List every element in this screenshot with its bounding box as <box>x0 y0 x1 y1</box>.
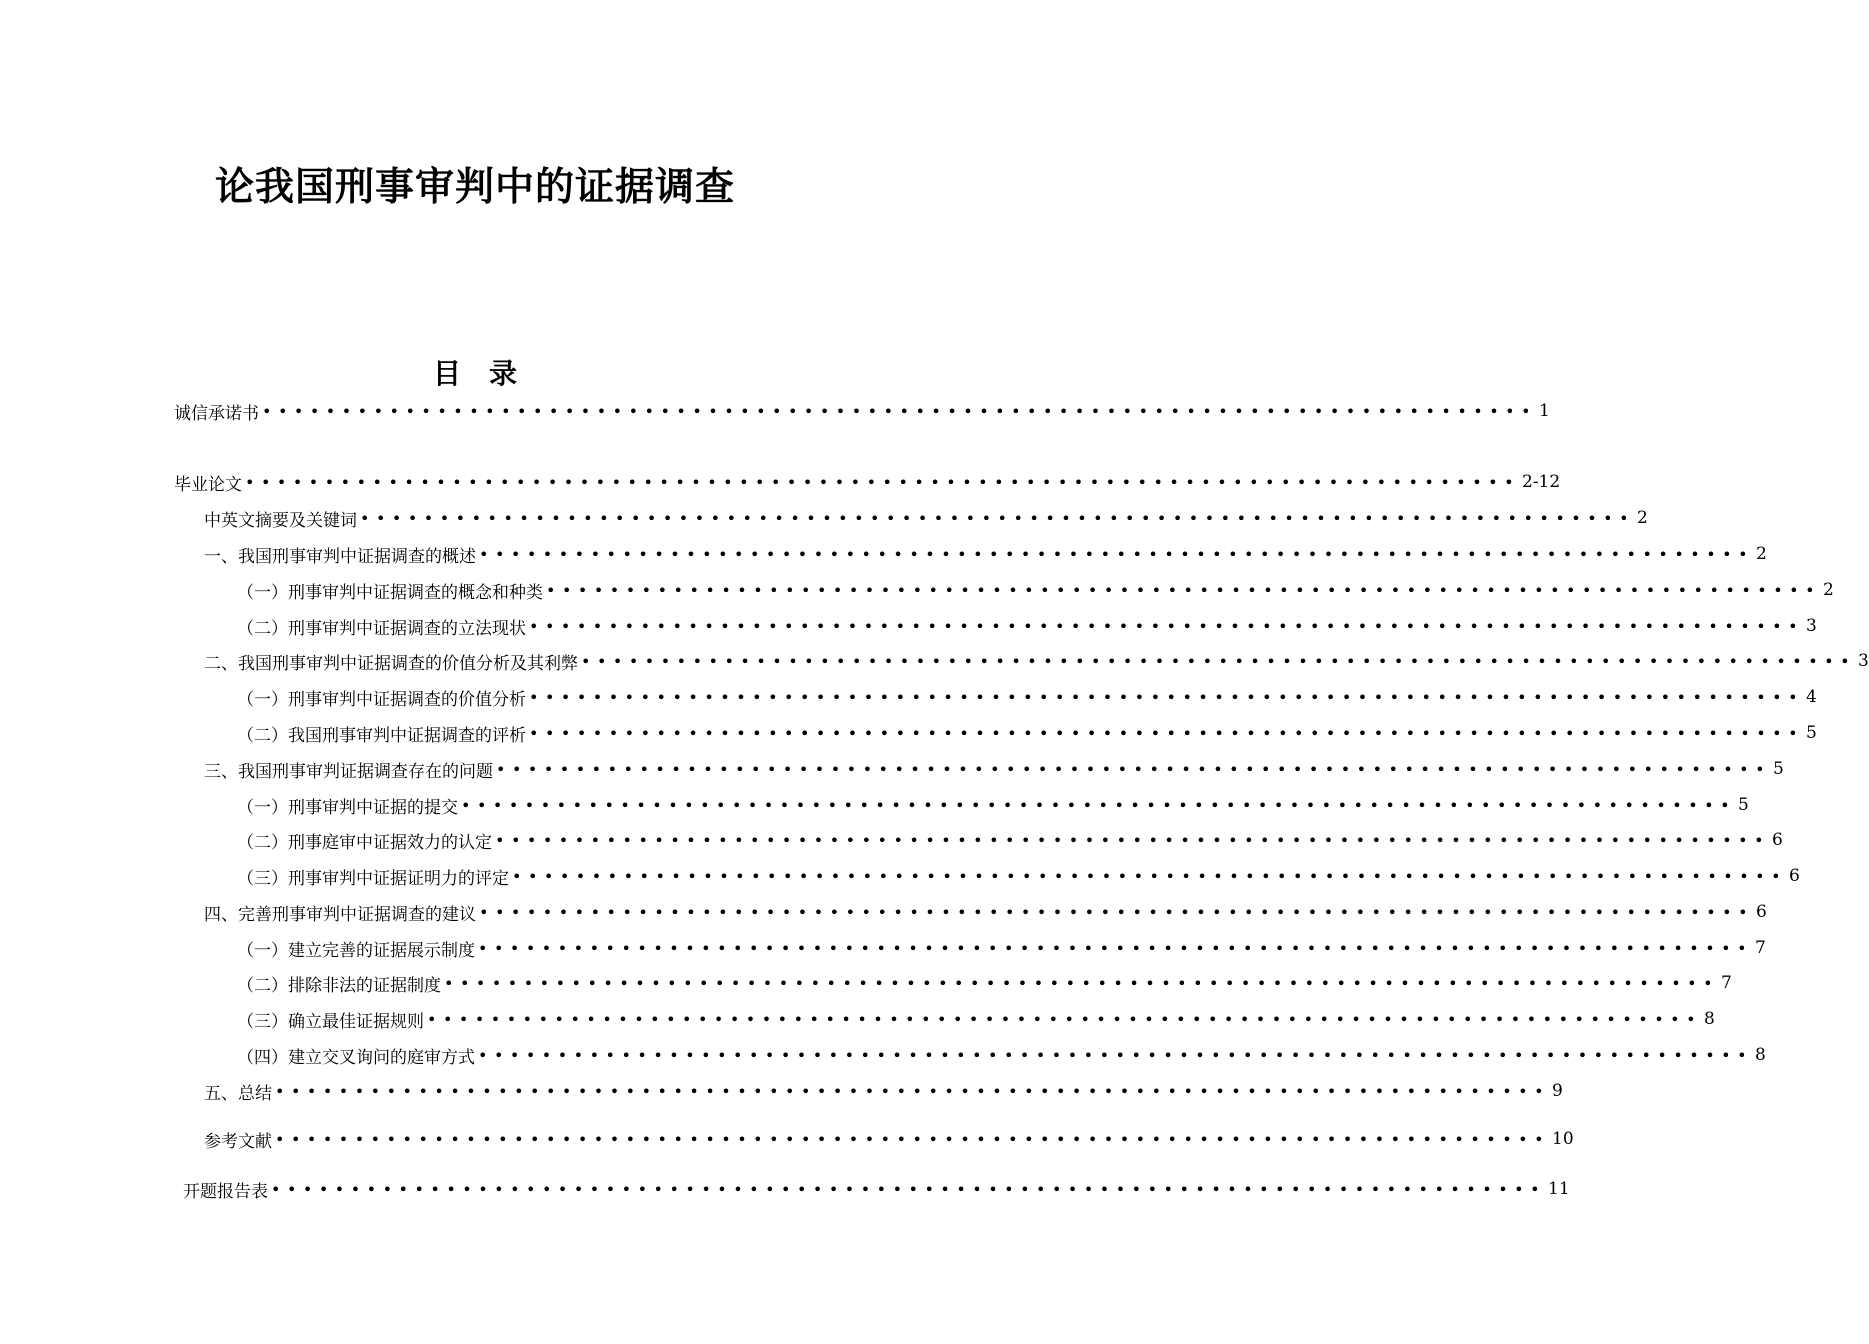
toc-entry-page: 2 <box>1823 580 1834 600</box>
dot-leader: •••••••••••••••••••••••••••••••••••••••••••••••••••••••••••••••••••••••••••••••• <box>262 401 1537 421</box>
toc-entry[interactable] <box>237 935 1766 961</box>
toc-entry[interactable] <box>174 398 1550 424</box>
toc-entry-label: 开题报告表 <box>183 1181 268 1202</box>
toc-entry[interactable] <box>237 863 1800 889</box>
toc-entry-page: 5 <box>1738 795 1749 815</box>
toc-entry-label: 四、完善刑事审判中证据调查的建议 <box>204 904 476 925</box>
toc-entry-label: 二、我国刑事审判中证据调查的价值分析及其利弊 <box>204 653 578 674</box>
toc-entry-page: 6 <box>1772 830 1783 850</box>
toc-entry-page: 3 <box>1858 651 1869 671</box>
dot-leader: •••••••••••••••••••••••••••••••••••••••••••••••••••••••••••••••••••••••••••••••• <box>427 1009 1702 1029</box>
toc-entry-page: 2-12 <box>1522 472 1561 492</box>
toc-entry[interactable] <box>204 505 1648 531</box>
dot-leader: •••••••••••••••••••••••••••••••••••••••••••••••••••••••••••••••••••••••••••••••• <box>271 1179 1546 1199</box>
toc-entry[interactable] <box>237 613 1817 639</box>
toc-entry-label: （二）排除非法的证据制度 <box>237 975 441 996</box>
dot-leader: •••••••••••••••••••••••••••••••••••••••••••••••••••••••••••••••••••••••••••••••• <box>478 1045 1753 1065</box>
toc-entry[interactable] <box>237 792 1749 818</box>
toc-entry-label: （四）建立交叉询问的庭审方式 <box>237 1047 475 1068</box>
toc-entry-page: 2 <box>1637 508 1648 528</box>
toc-entry-page: 10 <box>1552 1129 1574 1149</box>
toc-entry[interactable] <box>237 720 1817 746</box>
toc-entry[interactable] <box>183 1176 1570 1202</box>
toc-entry-label: （二）刑事审判中证据调查的立法现状 <box>237 618 526 639</box>
toc-heading <box>0 356 950 392</box>
dot-leader: •••••••••••••••••••••••••••••••••••••••••••••••••••••••••••••••••••••••••••••••• <box>479 902 1754 922</box>
toc-entry-page: 1 <box>1539 401 1550 421</box>
dot-leader: •••••••••••••••••••••••••••••••••••••••••••••••••••••••••••••••••••••••••••••••• <box>444 973 1719 993</box>
dot-leader: •••••••••••••••••••••••••••••••••••••••••••••••••••••••••••••••••••••••••••••••• <box>581 651 1856 671</box>
toc-entry[interactable] <box>204 899 1767 925</box>
dot-leader: •••••••••••••••••••••••••••••••••••••••••••••••••••••••••••••••••••••••••••••••• <box>245 472 1520 492</box>
toc-entry-page: 7 <box>1721 973 1732 993</box>
toc-entry[interactable] <box>204 1078 1563 1104</box>
toc-entry-label: （一）刑事审判中证据调查的价值分析 <box>237 689 526 710</box>
dot-leader: •••••••••••••••••••••••••••••••••••••••••••••••••••••••••••••••••••••••••••••••• <box>512 866 1787 886</box>
toc-entry[interactable] <box>237 970 1732 996</box>
toc-entry-label: 五、总结 <box>204 1083 272 1104</box>
toc-entry-label: （三）刑事审判中证据证明力的评定 <box>237 868 509 889</box>
toc-entry-label: （一）建立完善的证据展示制度 <box>237 940 475 961</box>
toc-entry[interactable] <box>237 577 1834 603</box>
toc-entry-page: 5 <box>1773 759 1784 779</box>
toc-entry-page: 6 <box>1789 866 1800 886</box>
toc-entry-page: 7 <box>1755 938 1766 958</box>
toc-entry-label: 一、我国刑事审判中证据调查的概述 <box>204 546 476 567</box>
toc-entry-label: 三、我国刑事审判证据调查存在的问题 <box>204 761 493 782</box>
toc-entry[interactable] <box>204 756 1784 782</box>
document-title: 论我国刑事审判中的证据调查 <box>214 165 735 210</box>
toc-entry-page: 11 <box>1548 1179 1570 1199</box>
dot-leader: •••••••••••••••••••••••••••••••••••••••••••••••••••••••••••••••••••••••••••••••• <box>495 830 1770 850</box>
toc-entry-label: （二）我国刑事审判中证据调查的评析 <box>237 725 526 746</box>
dot-leader: •••••••••••••••••••••••••••••••••••••••••••••••••••••••••••••••••••••••••••••••• <box>529 723 1804 743</box>
toc-entry[interactable] <box>237 1042 1766 1068</box>
toc-entry[interactable] <box>237 1006 1715 1032</box>
toc-entry-page: 4 <box>1806 687 1817 707</box>
toc-entry-page: 8 <box>1755 1045 1766 1065</box>
toc-entry-label: （三）确立最佳证据规则 <box>237 1011 424 1032</box>
toc-entry-label: （一）刑事审判中证据调查的概念和种类 <box>237 582 543 603</box>
toc-entry-page: 5 <box>1806 723 1817 743</box>
toc-heading-char-1: 目 <box>432 357 461 390</box>
toc-entry-label: 参考文献 <box>204 1131 272 1152</box>
toc-entry[interactable] <box>237 827 1783 853</box>
dot-leader: •••••••••••••••••••••••••••••••••••••••••••••••••••••••••••••••••••••••••••••••• <box>275 1081 1550 1101</box>
dot-leader: •••••••••••••••••••••••••••••••••••••••••••••••••••••••••••••••••••••••••••••••• <box>546 580 1821 600</box>
dot-leader: •••••••••••••••••••••••••••••••••••••••••••••••••••••••••••••••••••••••••••••••• <box>479 544 1754 564</box>
toc-entry-page: 2 <box>1756 544 1767 564</box>
toc-entry-label: （二）刑事庭审中证据效力的认定 <box>237 832 492 853</box>
toc-entry[interactable] <box>204 1126 1574 1152</box>
toc-entry-page: 8 <box>1704 1009 1715 1029</box>
toc-entry-page: 9 <box>1552 1081 1563 1101</box>
dot-leader: •••••••••••••••••••••••••••••••••••••••••••••••••••••••••••••••••••••••••••••••• <box>360 508 1635 528</box>
dot-leader: •••••••••••••••••••••••••••••••••••••••••••••••••••••••••••••••••••••••••••••••• <box>529 616 1804 636</box>
dot-leader: •••••••••••••••••••••••••••••••••••••••••••••••••••••••••••••••••••••••••••••••• <box>461 795 1736 815</box>
dot-leader: •••••••••••••••••••••••••••••••••••••••••••••••••••••••••••••••••••••••••••••••• <box>496 759 1771 779</box>
toc-entry-page: 6 <box>1756 902 1767 922</box>
toc-entry-label: 毕业论文 <box>174 474 242 495</box>
toc-entry-label: （一）刑事审判中证据的提交 <box>237 797 458 818</box>
toc-entry[interactable] <box>204 648 1869 674</box>
toc-entry-page: 3 <box>1806 616 1817 636</box>
toc-entry[interactable] <box>237 684 1817 710</box>
dot-leader: •••••••••••••••••••••••••••••••••••••••••••••••••••••••••••••••••••••••••••••••• <box>529 687 1804 707</box>
toc-entry[interactable] <box>174 469 1561 495</box>
toc-entry-label: 诚信承诺书 <box>174 403 259 424</box>
dot-leader: •••••••••••••••••••••••••••••••••••••••••••••••••••••••••••••••••••••••••••••••• <box>275 1129 1550 1149</box>
dot-leader: •••••••••••••••••••••••••••••••••••••••••••••••••••••••••••••••••••••••••••••••• <box>478 938 1753 958</box>
toc-entry-label: 中英文摘要及关键词 <box>204 510 357 531</box>
toc-entry[interactable] <box>204 541 1767 567</box>
toc-heading-char-2: 录 <box>489 357 518 390</box>
